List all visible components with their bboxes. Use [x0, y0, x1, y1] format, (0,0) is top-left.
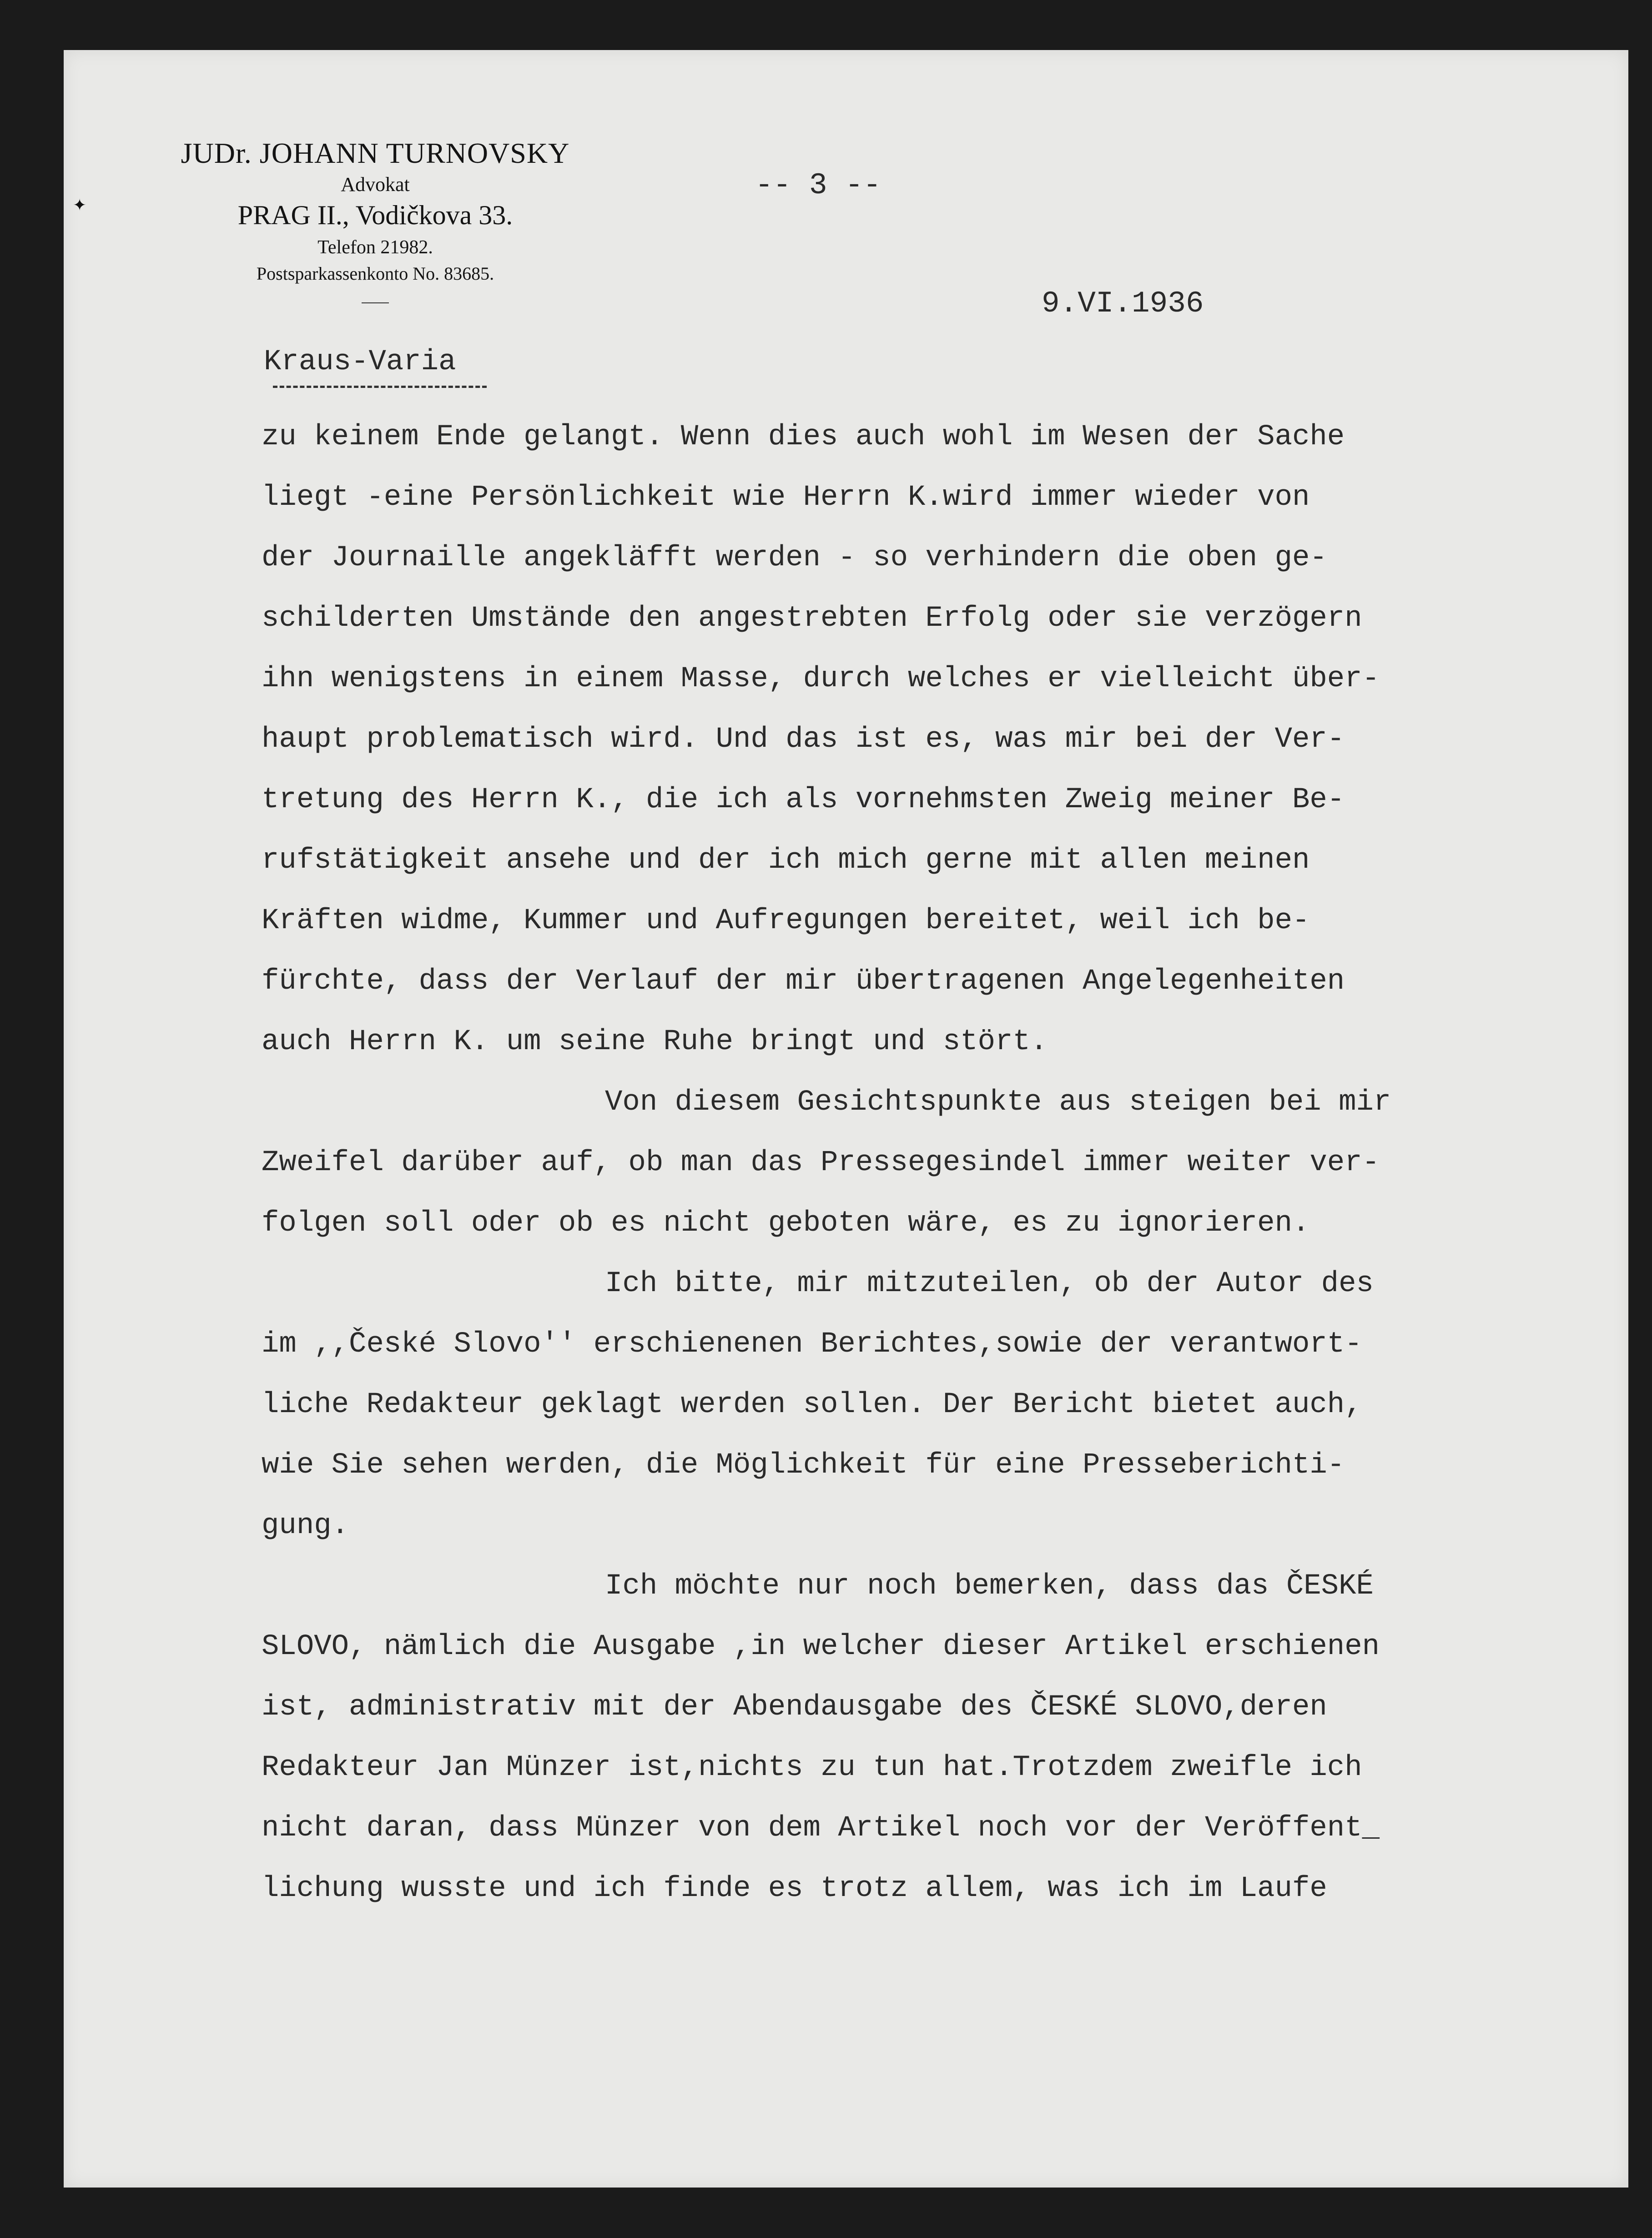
- letterhead-divider: [362, 302, 389, 303]
- letterhead-postal-account: Postsparkassenkonto No. 83685.: [256, 263, 494, 284]
- body-line: Zweifel darüber auf, ob man das Pressegesindel immer weiter ver-: [262, 1147, 1380, 1179]
- body-line: zu keinem Ende gelangt. Wenn dies auch wohl im Wesen der Sache: [262, 421, 1345, 453]
- body-line: tretung des Herrn K., die ich als vornehmsten Zweig meiner Be-: [262, 784, 1345, 816]
- body-line: auch Herrn K. um seine Ruhe bringt und stört.: [262, 1026, 1048, 1058]
- body-line: haupt problematisch wird. Und das ist es, was mir bei der Ver-: [262, 723, 1345, 756]
- letter-date: 9.VI.1936: [1042, 287, 1204, 321]
- body-line: rufstätigkeit ansehe und der ich mich gerne mit allen meinen: [262, 844, 1310, 877]
- body-line: lichung wusste und ich finde es trotz allem, was ich im Laufe: [262, 1872, 1327, 1905]
- body-line: im ,,České Slovo'' erschienenen Berichtes,sowie der verantwort-: [262, 1328, 1362, 1361]
- body-line: Ich bitte, mir mitzuteilen, ob der Autor des: [605, 1267, 1374, 1300]
- body-line: ist, administrativ mit der Abendausgabe des ČESKÉ SLOVO,deren: [262, 1691, 1327, 1724]
- body-line: SLOVO, nämlich die Ausgabe ,in welcher dieser Artikel erschienen: [262, 1630, 1380, 1663]
- body-line: liegt -eine Persönlichkeit wie Herrn K.wird immer wieder von: [262, 481, 1310, 514]
- subject-line: Kraus-Varia: [264, 346, 456, 378]
- letterhead: [136, 136, 614, 303]
- body-line: der Journaille angekläfft werden - so verhindern die oben ge-: [262, 542, 1327, 574]
- body-line: Redakteur Jan Münzer ist,nichts zu tun hat.Trotzdem zweifle ich: [262, 1751, 1362, 1784]
- letter-body: [262, 407, 1581, 1919]
- letterhead-name: JUDr. JOHANN TURNOVSKY: [181, 137, 570, 169]
- body-line: Kräften widme, Kummer und Aufregungen bereitet, weil ich be-: [262, 905, 1310, 937]
- pen-mark: ✦: [73, 196, 87, 214]
- letterhead-title: Advokat: [341, 173, 410, 196]
- letterhead-address: PRAG II., Vodičkova 33.: [237, 200, 513, 230]
- letterhead-phone: Telefon 21982.: [317, 237, 433, 258]
- subject-underline: [273, 386, 487, 388]
- body-line: wie Sie sehen werden, die Möglichkeit für eine Presseberichti-: [262, 1449, 1345, 1482]
- body-line: gung.: [262, 1509, 349, 1542]
- body-line: fürchte, dass der Verlauf der mir übertragenen Angelegenheiten: [262, 965, 1345, 998]
- body-line: Ich möchte nur noch bemerken, dass das ČESKÉ: [605, 1570, 1374, 1603]
- body-line: ihn wenigstens in einem Masse, durch welches er vielleicht über-: [262, 663, 1380, 695]
- body-line: Von diesem Gesichtspunkte aus steigen bei mir: [605, 1086, 1391, 1119]
- page-number: -- 3 --: [755, 168, 881, 202]
- body-line: liche Redakteur geklagt werden sollen. Der Bericht bietet auch,: [262, 1388, 1362, 1421]
- body-line: folgen soll oder ob es nicht geboten wäre, es zu ignorieren.: [262, 1207, 1310, 1240]
- body-line: nicht daran, dass Münzer von dem Artikel noch vor der Veröffent_: [262, 1812, 1380, 1845]
- body-line: schilderten Umstände den angestrebten Erfolg oder sie verzögern: [262, 602, 1362, 635]
